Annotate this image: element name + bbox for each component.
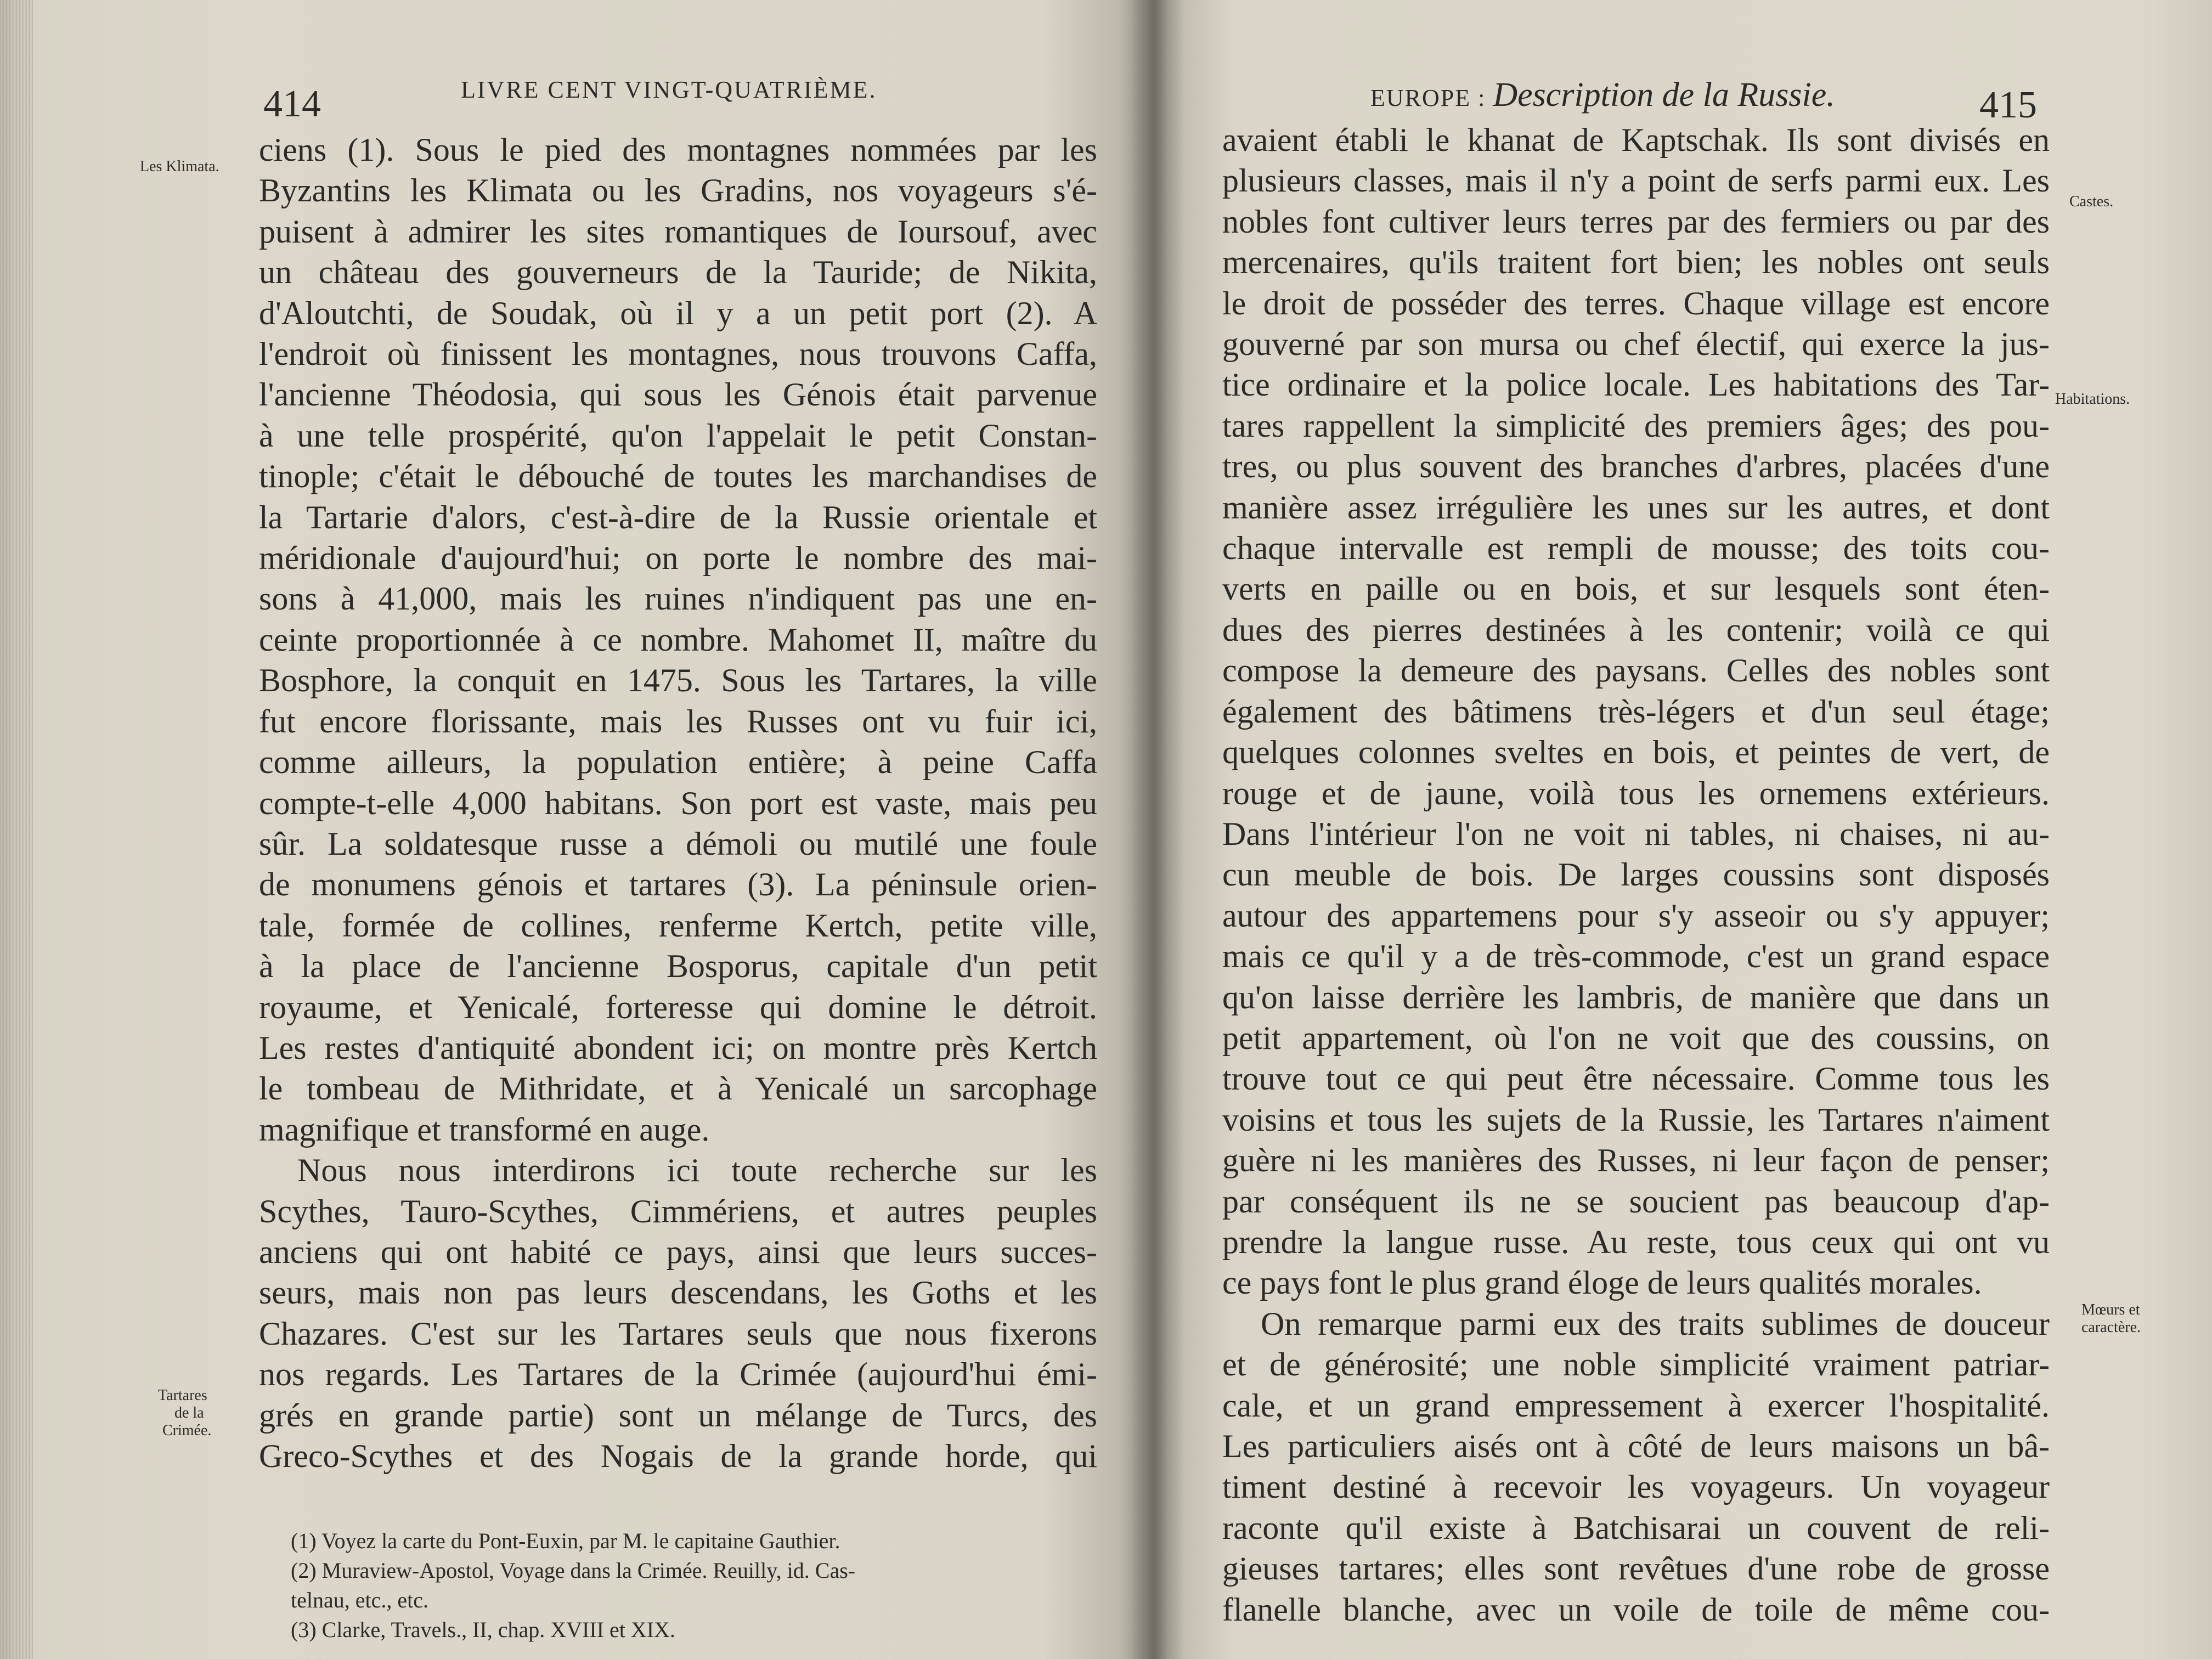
running-title-prefix: EUROPE : [1370,84,1486,111]
text-line: l'endroit où finissent les montagnes, nous trouvons Caffa, [259,336,1097,373]
text-line: grés en grande partie) sont un mélange de Turcs, des [259,1397,1097,1434]
running-title-right [1370,76,1835,115]
text-line: Scythes, Tauro-Scythes, Cimmériens, et autres peuples [259,1193,1097,1229]
text-line: sûr. La soldatesque russe a démoli ou mutilé une foule [259,825,1097,862]
left-body-text [259,129,1097,1476]
text-line: dues des pierres destinées à les contenir; voilà ce qui [1222,611,2050,648]
text-line: verts en paille ou en bois, et sur lesquels sont éten- [1222,571,2050,607]
margin-note-caractere: caractère. [2081,1319,2141,1336]
text-line: un château des gouverneurs de la Tauride; de Nikita, [259,254,1097,291]
text-line: royaume, et Yenicalé, forteresse qui domine le détroit. [259,989,1097,1025]
text-line: On remarque parmi eux des traits sublimes de douceur [1261,1305,2050,1342]
text-line: le droit de posséder des terres. Chaque village est encore [1222,285,2050,321]
text-line: petit appartement, où l'on ne voit que des coussins, on [1222,1019,2050,1056]
text-line: tares rappellent la simplicité des premiers âges; des pou- [1222,407,2050,444]
text-line: sons à 41,000, mais les ruines n'indiquent pas une en- [259,580,1097,617]
text-line: la Tartarie d'alors, c'est-à-dire de la Russie orientale et [259,499,1097,535]
text-line: puisent à admirer les sites romantiques de Ioursouf, avec [259,213,1097,250]
margin-note-moeurs: Mœurs et [2081,1301,2140,1318]
footnote: (1) Voyez la carte du Pont-Euxin, par M. le capitaine Gauthier. [291,1528,840,1553]
text-line: Bosphore, la conquit en 1475. Sous les Tartares, la ville [259,662,1097,699]
text-line: le tombeau de Mithridate, et à Yenicalé un sarcophage [259,1070,1097,1107]
footnote: (3) Clarke, Travels., II, chap. XVIII et XIX. [291,1617,675,1642]
text-line: tice ordinaire et la police locale. Les habitations des Tar- [1222,366,2050,403]
text-line: mais ce qu'il y a de très-commode, c'est un grand espace [1222,938,2050,975]
margin-note-les-klimata: Les Klimata. [140,158,219,175]
text-line: gouverné par son mursa ou chef électif, qui exerce la jus- [1222,326,2050,363]
footnote: (2) Muraview-Apostol, Voyage dans la Crimée. Reuilly, id. Cas- [291,1558,856,1583]
text-line: avaient établi le khanat de Kaptschak. Ils sont divisés en [1222,122,2050,158]
text-line: qu'on laisse derrière les lambris, de manière que dans un [1222,979,2050,1015]
text-line: flanelle blanche, avec un voile de toile de même cou- [1222,1591,2050,1628]
text-line: Greco-Scythes et des Nogais de la grande horde, qui [259,1438,1097,1474]
text-line: manière assez irrégulière les unes sur les autres, et dont [1222,489,2050,526]
text-line: par conséquent ils ne se soucient pas beaucoup d'ap- [1222,1183,2050,1220]
text-line: comme ailleurs, la population entière; à peine Caffa [259,744,1097,781]
text-line: tres, ou plus souvent des branches d'arbres, placées d'une [1222,448,2050,485]
text-line: de monumens génois et tartares (3). La péninsule orien- [259,866,1097,903]
text-line: guère ni les manières des Russes, ni leur façon de penser; [1222,1142,2050,1179]
text-line: chaque intervalle est rempli de mousse; des toits cou- [1222,530,2050,567]
text-line: cale, et un grand empressement à exercer l'hospitalité. [1222,1387,2050,1424]
text-line: fut encore florissante, mais les Russes ont vu fuir ici, [259,703,1097,740]
margin-note-castes: Castes. [2069,193,2114,210]
text-line: seurs, mais non pas leurs descendans, les Goths et les [259,1274,1097,1311]
text-line: Byzantins les Klimata ou les Gradins, nos voyageurs s'é- [259,172,1097,209]
footnote: telnau, etc., etc. [291,1588,428,1612]
text-line: nos regards. Les Tartares de la Crimée (aujourd'hui émi- [259,1356,1097,1393]
margin-note-de-la: de la [174,1404,204,1421]
text-line: nobles font cultiver leurs terres par des fermiers ou par des [1222,203,2050,240]
margin-note-tartares: Tartares [158,1387,207,1404]
text-line: voisins et tous les sujets de la Russie, les Tartares n'aiment [1222,1101,2050,1138]
text-line: autour des appartemens pour s'y asseoir ou s'y appuyer; [1222,897,2050,934]
text-line: Chazares. C'est sur les Tartares seuls que nous fixerons [259,1315,1097,1352]
text-line: trouve tout ce qui peut être nécessaire. Comme tous les [1222,1060,2050,1097]
text-line: rouge et de jaune, voilà tous les ornemens extérieurs. [1222,775,2050,811]
page-number-left: 414 [263,83,321,125]
running-title-left: LIVRE CENT VINGT-QUATRIÈME. [461,76,877,103]
footnotes [291,1526,1092,1645]
text-line: ce pays font le plus grand éloge de leurs qualités morales. [1222,1265,1982,1301]
page-edges [0,0,33,1659]
text-line: plusieurs classes, mais il n'y a point de serfs parmi eux. Les [1222,162,2050,199]
text-line: gieuses tartares; elles sont revêtues d'une robe de grosse [1222,1550,2050,1587]
text-line: également des bâtimens très-légers et d'un seul étage; [1222,693,2050,730]
text-line: à la place de l'ancienne Bosporus, capitale d'un petit [259,948,1097,985]
text-line: ceinte proportionnée à ce nombre. Mahomet II, maître du [259,621,1097,658]
text-line: Nous nous interdirons ici toute recherche sur les [297,1152,1097,1189]
text-line: et de générosité; une noble simplicité vraiment patriar- [1222,1346,2050,1383]
text-line: ciens (1). Sous le pied des montagnes nommées par les [259,132,1097,168]
text-line: l'ancienne Théodosia, qui sous les Génois était parvenue [259,376,1097,413]
page-number-right: 415 [1979,84,2037,126]
text-line: cun meuble de bois. De larges coussins sont disposés [1222,856,2050,893]
right-page [1152,0,2212,1659]
text-line: tinople; c'était le débouché de toutes les marchandises de [259,458,1097,495]
text-line: Les restes d'antiquité abondent ici; on montre près Kertch [259,1029,1097,1066]
text-line: Les particuliers aisés ont à côté de leurs maisons un bâ- [1222,1428,2050,1464]
right-body-text [1222,120,2050,1630]
text-line: timent destiné à recevoir les voyageurs. Un voyageur [1222,1469,2050,1505]
text-line: quelques colonnes sveltes en bois, et peintes de vert, de [1222,734,2050,771]
text-line: raconte qu'il existe à Batchisarai un couvent de reli- [1222,1509,2050,1546]
text-line: mercenaires, qu'ils traitent fort bien; les nobles ont seuls [1222,244,2050,281]
text-line: d'Aloutchti, de Soudak, où il y a un petit port (2). A [259,295,1097,331]
text-line: Dans l'intérieur l'on ne voit ni tables, ni chaises, ni au- [1222,815,2050,852]
text-line: méridionale d'aujourd'hui; on porte le nombre des mai- [259,540,1097,577]
text-line: compose la demeure des paysans. Celles des nobles sont [1222,652,2050,689]
text-line: anciens qui ont habité ce pays, ainsi que leurs succes- [259,1233,1097,1270]
running-title-italic: Description de la Russie. [1493,76,1835,114]
margin-note-crimee: Crimée. [162,1422,212,1439]
text-line: prendre la langue russe. Au reste, tous ceux qui ont vu [1222,1223,2050,1260]
text-line: compte-t-elle 4,000 habitans. Son port est vaste, mais peu [259,785,1097,821]
text-line: tale, formée de collines, renferme Kertch, petite ville, [259,907,1097,944]
text-line: magnifique et transformé en auge. [259,1111,710,1148]
margin-note-habitations: Habitations. [2055,391,2130,408]
text-line: à une telle prospérité, qu'on l'appelait le petit Constan- [259,417,1097,454]
